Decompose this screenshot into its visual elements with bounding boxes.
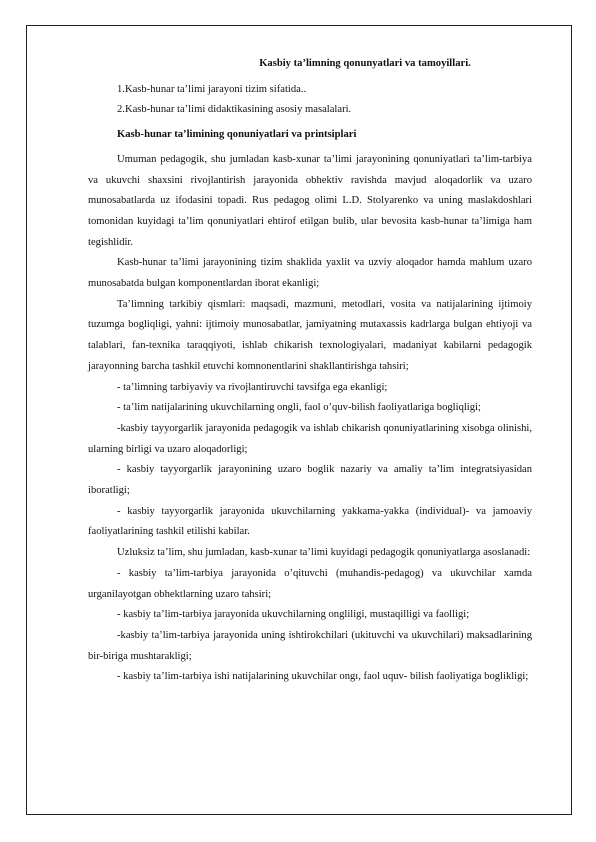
list-item: - kasbiy ta’lim-tarbiya jarayonida ukuvchilarning ongliligi, mustaqilligi va faolligi; <box>117 609 470 621</box>
list-item: - kasbiy ta’lim-tarbiya jarayonida o’qituvchi (muhandis-pedagog) va ukuvchilar xamda urganilayotgan obhektlarning uzaro tahsiri; <box>88 567 532 600</box>
paragraph: Kasb-hunar ta’limi jarayonining tizim shaklida yaxlit va uzviy aloqador hamda mahlum uzaro munosabatda bulgan komponentlardan iborat ekanligi; <box>88 257 532 290</box>
plan-item-2: 2.Kasb-hunar ta’limi didaktikasining asosiy masalalari. <box>117 104 352 116</box>
document-title: Kasbiy ta’limning qonunyatlari va tamoyillari. <box>259 58 471 69</box>
paragraph: Umuman pedagogik, shu jumladan kasb-xunar ta’limi jarayonining qonuniyatlari ta’lim-tarbiya va ukuvchi shaxsini rivojlantirish jarayonida obhektiv ravishda mavjud aloqadorlik va uzaro munosabatlarda uz ifodasini topadi. Rus pedagog olimi L.D. Stolyarenko va uning maslakdoshlari tomonidan kuyidagi ta’lim qonuniyatlari ehtirof etilgan bulib, ular bevosita kasb-hunar ta’limiga ham tegishlidir. <box>88 153 532 248</box>
list-item: -kasbiy ta’lim-tarbiya jarayonida uning ishtirokchilari (ukituvchi va ukuvchilari) maksadlarining bir-biriga mushtarakligi; <box>88 629 532 662</box>
paragraph: Ta’limning tarkibiy qismlari: maqsadi, mazmuni, metodlari, vosita va natijalarining ijtimoiy tuzumga bogliqligi, yahni: ijtimoiy munosabatlar, jamiyatning mutaxassis kadrlarga bulgan ehtiyoji va talablari, fan-texnika taraqqiyoti, ishlab chikarish texnologiyalari, madaniyat kabilarni pedagogik jarayonning barcha tashkil etuvchi komnonentlarini shakllantirishga tahsiri; <box>88 298 532 372</box>
list-item: - ta’lim natijalarining ukuvchilarning ongli, faol o’quv-bilish faoliyatlariga bogliqligi; <box>117 402 481 414</box>
list-item: - kasbiy tayyorgarlik jarayonida ukuvchilarning yakkama-yakka (individual)- va jamoaviy faoliyatlarining tashkil etilishi kabilar. <box>88 505 532 538</box>
paragraph: Uzluksiz ta’lim, shu jumladan, kasb-xunar ta’limi kuyidagi pedagogik qonuniyatlarga asoslanadi: <box>117 547 531 559</box>
section-heading: Kasb-hunar ta’limining qonuniyatlari va printsiplari <box>117 129 357 141</box>
list-item: - kasbiy ta’lim-tarbiya ishi natijalarining ukuvchilar ongı, faol uquv- bilish faoliyatiga boglikligi; <box>117 671 529 683</box>
document-body <box>88 54 532 688</box>
plan-item-1: 1.Kasb-hunar ta’limi jarayoni tizim sifatida.. <box>117 83 307 95</box>
list-item: -kasbiy tayyorgarlik jarayonida pedagogik va ishlab chikarish qonuniyatlarining xisobga olinishi, ularning birligi va uzaro aloqadorligi; <box>88 422 532 455</box>
list-item: - kasbiy tayyorgarlik jarayonining uzaro boglik nazariy va amaliy ta’lim integratsiyasidan iboratligi; <box>88 464 532 497</box>
list-item: - ta’limning tarbiyaviy va rivojlantiruvchi tavsifga ega ekanligi; <box>117 381 388 393</box>
